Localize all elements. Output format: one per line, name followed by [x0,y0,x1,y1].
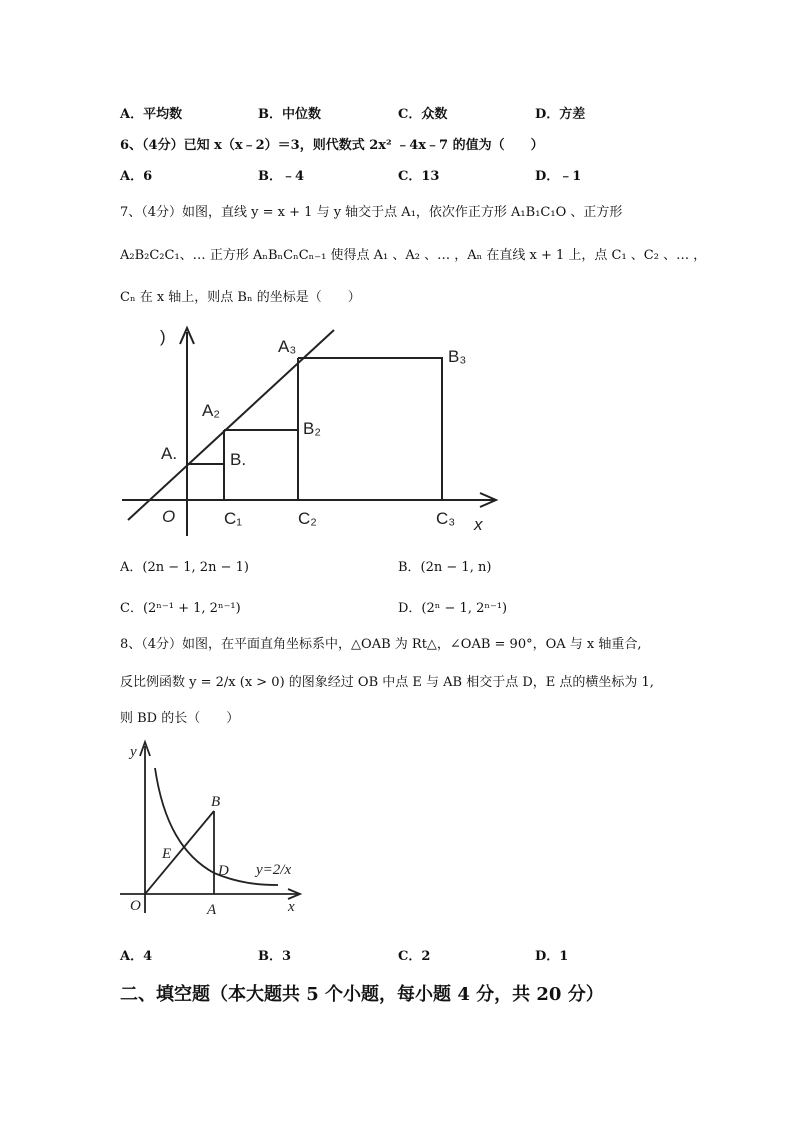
q8-option-b: B．3 [258,949,292,964]
q7-stem-line-2: A₂B₂C₂C₁、… 正方形 AₙBₙCₙCₙ₋₁ 使得点 A₁ 、A₂ 、… ，Aₙ 在直线 x + 1 上，点 C₁ 、C₂ 、… ， [120,248,707,263]
q8-label-a: A [207,902,217,918]
q8-stem-line-1: 8、（4分）如图，在平面直角坐标系中，△OAB 为 Rt△，∠OAB = 90°，OA 与 x 轴重合, [120,637,642,652]
q8-figure [118,738,308,918]
q7-label-a2: A₂ [202,401,220,420]
q5-option-d: D．方差 [535,107,586,122]
q7-option-a: A．(2n − 1, 2n − 1) [120,560,249,575]
q7-label-x: x [474,515,483,534]
section-2-heading: 二、填空题（本大题共 5 个小题，每小题 4 分，共 20 分） [120,984,604,1005]
q7-label-y: ) [160,327,166,346]
q7-option-c: C．(2ⁿ⁻¹ + 1, 2ⁿ⁻¹) [120,601,241,616]
q8-option-c: C．2 [398,949,431,964]
q8-stem-line-3: 则 BD 的长（ ） [120,711,240,726]
q7-option-b: B．(2n − 1, n) [398,560,492,575]
q8-segment-ob [145,811,214,894]
q7-label-o: O [162,507,176,526]
q7-stem-line-1: 7、（4分）如图，直线 y = x + 1 与 y 轴交于点 A₁，依次作正方形 A₁B₁C₁O 、正方形 [120,205,623,220]
q7-square-1 [187,464,224,500]
q7-label-a1: A. [161,444,178,463]
q7-label-c1: C₁ [224,509,243,528]
q6-stem: 6、（4分）已知 x（x﹣2）＝3，则代数式 2x² ﹣4x﹣7 的值为（ ） [120,138,544,153]
q6-option-d: D．﹣1 [535,169,582,184]
q7-label-b2: B₂ [303,419,321,438]
q7-option-d: D．(2ⁿ − 1, 2ⁿ⁻¹) [398,601,508,616]
q7-label-b1: B. [230,450,247,469]
q8-label-o: O [130,898,141,914]
q8-label-d: D [218,863,229,879]
q5-option-b: B．中位数 [258,107,321,122]
q6-option-b: B．﹣4 [258,169,305,184]
q8-label-x: x [288,899,295,915]
q7-stem-line-3: Cₙ 在 x 轴上，则点 Bₙ 的坐标是（ ） [120,290,361,305]
q8-label-y: y [130,744,137,760]
q8-option-d: D．1 [535,949,569,964]
q5-option-a: A．平均数 [120,107,183,122]
q5-option-c: C．众数 [398,107,448,122]
q8-option-a: A．4 [120,949,153,964]
q7-label-c3: C₃ [436,509,456,528]
q7-label-b3: B₃ [448,347,467,366]
q7-label-a3: A₃ [278,337,297,356]
q8-label-e: E [162,846,172,862]
q6-option-c: C．13 [398,169,440,184]
q8-label-function: y=2/x [256,862,292,878]
q7-label-c2: C₂ [298,509,317,528]
q8-label-b: B [211,794,221,810]
q7-figure [118,322,503,542]
q8-stem-line-2: 反比例函数 y = 2/x (x > 0) 的图象经过 OB 中点 E 与 AB 相交于点 D，E 点的横坐标为 1, [120,675,654,690]
q6-option-a: A．6 [120,169,153,184]
